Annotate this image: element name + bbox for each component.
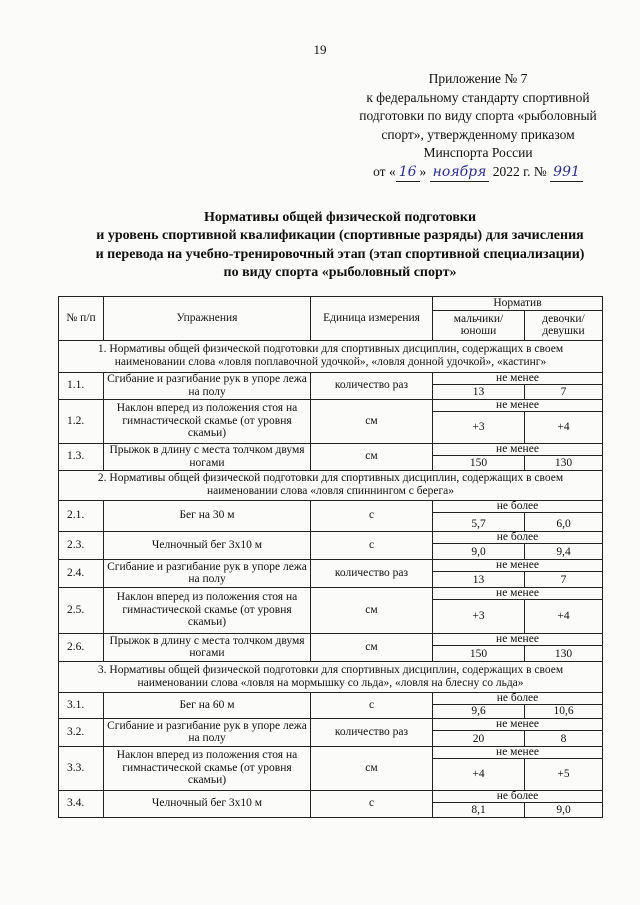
row-number: 1.3. [59,443,104,470]
row-number: 1.1. [59,372,104,399]
date-year: 2022 г. № [492,163,547,179]
appendix-date-line [318,163,638,183]
unit-of-measure: с [311,692,433,718]
row-number: 3.2. [59,718,104,746]
norm-condition: не более [433,790,603,802]
row-number: 3.3. [59,746,104,790]
boys-value: 13 [433,571,525,587]
norm-condition: не менее [433,587,603,599]
girls-value: +4 [525,599,603,633]
exercise-name: Челночный бег 3х10 м [104,790,311,817]
exercise-name: Бег на 30 м [104,500,311,531]
header-num: № п/п [59,297,104,341]
unit-of-measure: см [311,746,433,790]
order-number-handwritten: 991 [550,163,583,183]
unit-of-measure: см [311,399,433,443]
date-prefix: от « [373,163,396,179]
norm-condition: не менее [433,399,603,411]
girls-value: 9,4 [525,543,603,559]
norm-condition: не более [433,500,603,512]
date-month-handwritten: ноября [430,163,490,183]
header-boys: мальчики/ юноши [433,310,525,340]
row-number: 3.1. [59,692,104,718]
row-number: 2.5. [59,587,104,633]
boys-value: +3 [433,411,525,443]
girls-value: 130 [525,455,603,470]
girls-value: 130 [525,645,603,661]
girls-value: +4 [525,411,603,443]
exercise-name: Прыжок в длину с места толчком двумя ногами [104,443,311,470]
unit-of-measure: см [311,587,433,633]
unit-of-measure: количество раз [311,559,433,587]
appendix-line: к федеральному стандарту спортивной [366,89,590,105]
exercise-name: Бег на 60 м [104,692,311,718]
row-number: 2.1. [59,500,104,531]
girls-value: 9,0 [525,802,603,817]
appendix-title: Приложение № 7 [428,71,528,86]
row-number: 2.3. [59,531,104,559]
girls-value: +5 [525,758,603,790]
girls-value: 6,0 [525,512,603,531]
header-girls: девочки/ девушки [525,310,603,340]
exercise-name: Сгибание и разгибание рук в упоре лежа на полу [104,559,311,587]
exercise-name: Наклон вперед из положения стоя на гимнастической скамье (от уровня скамьи) [104,746,311,790]
exercise-name: Наклон вперед из положения стоя на гимнастической скамье (от уровня скамьи) [104,587,311,633]
header-exercise: Упражнения [104,297,311,341]
boys-value: 150 [433,645,525,661]
exercise-name: Наклон вперед из положения стоя на гимнастической скамье (от уровня скамьи) [104,399,311,443]
row-number: 1.2. [59,399,104,443]
boys-value: 9,0 [433,543,525,559]
page-number: 19 [313,42,327,57]
boys-value: +4 [433,758,525,790]
appendix-line: подготовки по виду спорта «рыболовный [359,108,597,123]
boys-value: +3 [433,599,525,633]
heading-line: и уровень спортивной квалификации (спортивные разряды) для зачисления [96,228,584,244]
row-number: 2.4. [59,559,104,587]
girls-value: 7 [525,571,603,587]
header-norm: Норматив [433,297,603,311]
heading-line: и перевода на учебно-тренировочный этап (этап спортивной специализации) [95,246,585,262]
row-number: 3.4. [59,790,104,817]
boys-value: 20 [433,730,525,746]
norm-condition: не менее [433,372,603,384]
heading-line: Нормативы общей физической подготовки [203,210,477,225]
document-heading [40,209,640,282]
unit-of-measure: см [311,443,433,470]
appendix-line: спорт», утвержденному приказом [381,126,575,142]
unit-of-measure: количество раз [311,372,433,399]
unit-of-measure: с [311,531,433,559]
exercise-name: Сгибание и разгибание рук в упоре лежа на полу [104,718,311,746]
boys-value: 5,7 [433,512,525,531]
heading-line: по виду спорта «рыболовный спорт» [223,264,457,280]
norm-condition: не менее [433,718,603,730]
date-day-handwritten: 16 [396,163,420,183]
unit-of-measure: количество раз [311,718,433,746]
norm-condition: не менее [433,559,603,571]
norm-condition: не менее [433,746,603,758]
girls-value: 10,6 [525,704,603,718]
unit-of-measure: с [311,790,433,817]
girls-value: 8 [525,730,603,746]
norm-condition: не менее [433,633,603,645]
norms-table [58,296,603,818]
boys-value: 13 [433,384,525,399]
exercise-name: Сгибание и разгибание рук в упоре лежа на полу [104,372,311,399]
norm-condition: не более [433,531,603,543]
date-mid: » [419,163,427,179]
boys-value: 150 [433,455,525,470]
exercise-name: Прыжок в длину с места толчком двумя ногами [104,633,311,661]
appendix-block [318,70,638,182]
section-title: 1. Нормативы общей физической подготовки для спортивных дисциплин, содержащих в своем наименовании слова «ловля поплавочной удочкой», «ловля донной удочкой», «кастинг» [59,340,603,372]
boys-value: 8,1 [433,802,525,817]
row-number: 2.6. [59,633,104,661]
boys-value: 9,6 [433,704,525,718]
exercise-name: Челночный бег 3х10 м [104,531,311,559]
norm-condition: не более [433,692,603,704]
section-title: 2. Нормативы общей физической подготовки для спортивных дисциплин, содержащих в своем наименовании слова «ловля спиннингом с берега» [59,470,603,500]
header-unit: Единица измерения [311,297,433,341]
unit-of-measure: см [311,633,433,661]
section-title: 3. Нормативы общей физической подготовки для спортивных дисциплин, содержащих в своем наименовании слова «ловля на мормышку со льда», «ловля на блесну со льда» [59,661,603,692]
appendix-line: Минспорта России [423,145,533,160]
unit-of-measure: с [311,500,433,531]
norm-condition: не менее [433,443,603,455]
girls-value: 7 [525,384,603,399]
